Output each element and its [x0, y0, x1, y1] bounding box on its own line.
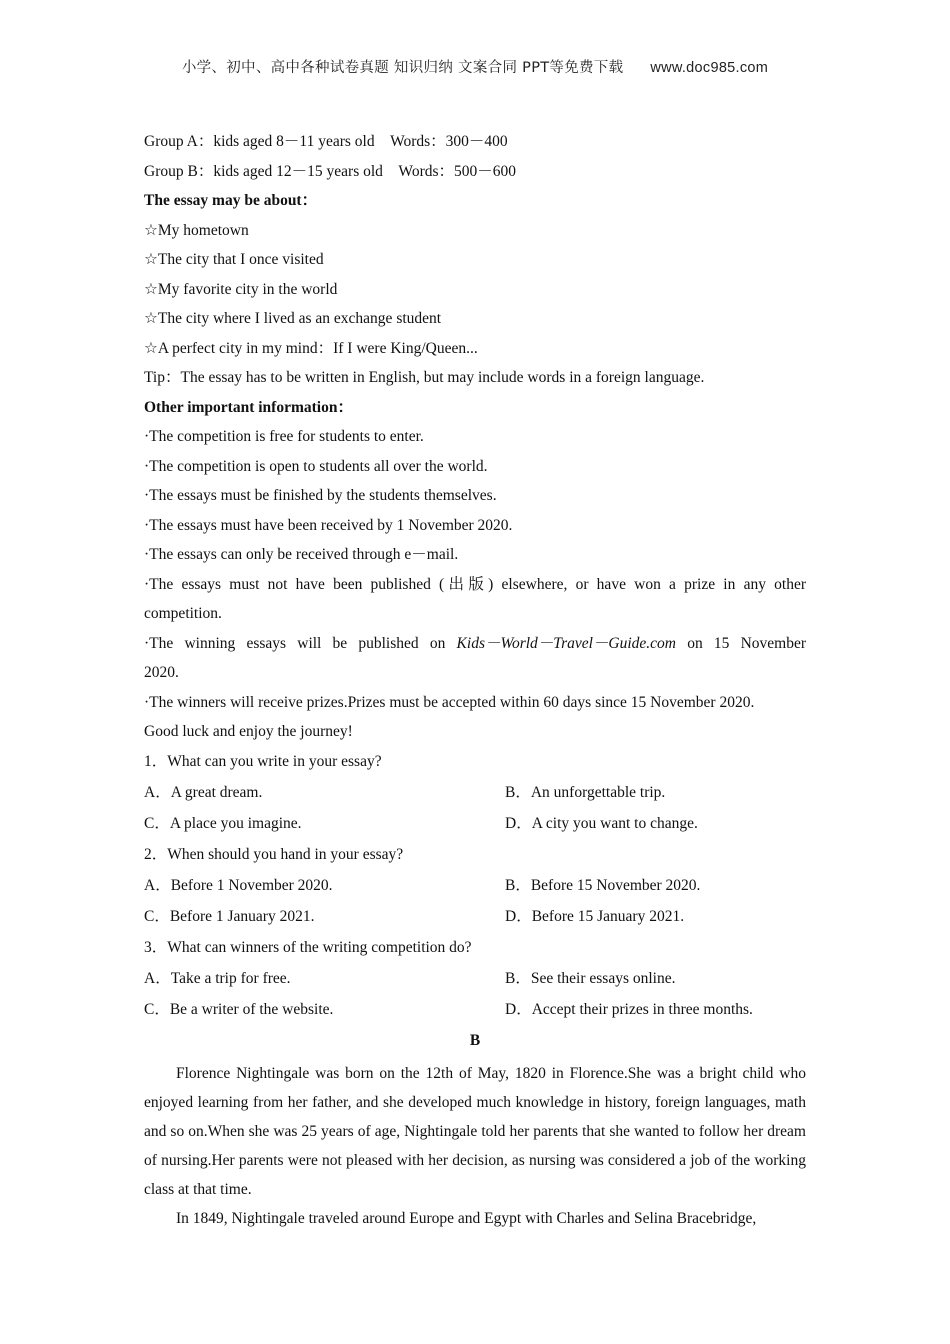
info-item: ·The essays must have been received by 1 November 2020.	[144, 516, 513, 534]
essay-heading: The essay may be about：	[144, 192, 318, 209]
passage-paragraph: Florence Nightingale was born on the 12th of May, 1820 in Florence.She was a bright child who enjoyed learning from her father, and she developed much knowledge in history, foreign languages, math and so on.When she was 25 years of age, Nightingale told her parents that she wanted to follow her dream of nursing.Her parents were not pleased with her decision, as nursing was considered a job of the working class at that time.	[144, 1065, 806, 1198]
option-c[interactable]: C．A place you imagine.	[144, 814, 302, 832]
option-d[interactable]: D．A city you want to change.	[505, 814, 698, 832]
options-row	[144, 906, 806, 937]
topic-item: ☆My favorite city in the world	[144, 280, 338, 298]
page-header	[0, 56, 950, 77]
section-heading-b: B	[469, 1031, 481, 1049]
info-winning-after: on 15 November	[676, 634, 806, 652]
question-3: 3．What can winners of the writing competition do?	[144, 938, 472, 956]
info-item: ·The essays must be finished by the students themselves.	[144, 487, 497, 504]
option-d[interactable]: D．Before 15 January 2021.	[505, 907, 685, 925]
info-item: ·The competition is free for students to enter.	[144, 428, 424, 445]
group-a: Group A：kids aged 8－11 years old Words：300－400	[144, 133, 508, 150]
question-1: 1．What can you write in your essay?	[144, 752, 382, 770]
option-c[interactable]: C．Be a writer of the website.	[144, 1000, 334, 1018]
options-row	[144, 875, 806, 906]
option-a[interactable]: A．Before 1 November 2020.	[144, 876, 333, 894]
options-row	[144, 782, 806, 813]
info-published-line1: ·The essays must not have been published (出版) elsewhere, or have won a prize in any other	[144, 575, 806, 593]
header-url[interactable]: www.doc985.com	[650, 60, 769, 76]
question-2: 2．When should you hand in your essay?	[144, 845, 404, 863]
topic-item: ☆A perfect city in my mind：If I were King/Queen...	[144, 339, 478, 357]
info-winning-line2: 2020.	[144, 664, 179, 681]
options-row	[144, 968, 806, 999]
good-luck: Good luck and enjoy the journey!	[144, 723, 353, 740]
group-b: Group B：kids aged 12－15 years old Words：500－600	[144, 162, 517, 180]
options-row	[144, 813, 806, 844]
info-item: ·The competition is open to students all over the world.	[144, 457, 488, 475]
website-name: Kids－World－Travel－Guide.com	[456, 634, 676, 652]
info-winning-line1	[144, 633, 806, 655]
passage-paragraph: In 1849, Nightingale traveled around Europe and Egypt with Charles and Selina Bracebridge,	[176, 1210, 757, 1227]
document-body	[144, 131, 806, 1233]
topic-item: ☆My hometown	[144, 221, 249, 239]
option-b[interactable]: B．See their essays online.	[505, 969, 676, 987]
options-row	[144, 999, 806, 1030]
option-d[interactable]: D．Accept their prizes in three months.	[505, 1000, 753, 1018]
option-c[interactable]: C．Before 1 January 2021.	[144, 907, 315, 925]
tip: Tip：The essay has to be written in English, but may include words in a foreign language.	[144, 369, 705, 386]
info-prizes: ·The winners will receive prizes.Prizes must be accepted within 60 days since 15 November 2020.	[144, 693, 755, 711]
header-text: 小学、初中、高中各种试卷真题 知识归纳 文案合同 PPT等免费下载	[181, 60, 624, 76]
other-heading: Other important information：	[144, 398, 353, 416]
info-published-line2: competition.	[144, 605, 222, 622]
topic-item: ☆The city that I once visited	[144, 251, 324, 268]
option-b[interactable]: B．Before 15 November 2020.	[505, 876, 701, 894]
option-a[interactable]: A．A great dream.	[144, 783, 263, 801]
option-b[interactable]: B．An unforgettable trip.	[505, 783, 666, 801]
option-a[interactable]: A．Take a trip for free.	[144, 969, 291, 987]
topic-item: ☆The city where I lived as an exchange student	[144, 310, 442, 327]
info-item: ·The essays can only be received through e－mail.	[144, 546, 459, 563]
info-winning-before: ·The winning essays will be published on	[144, 634, 457, 652]
